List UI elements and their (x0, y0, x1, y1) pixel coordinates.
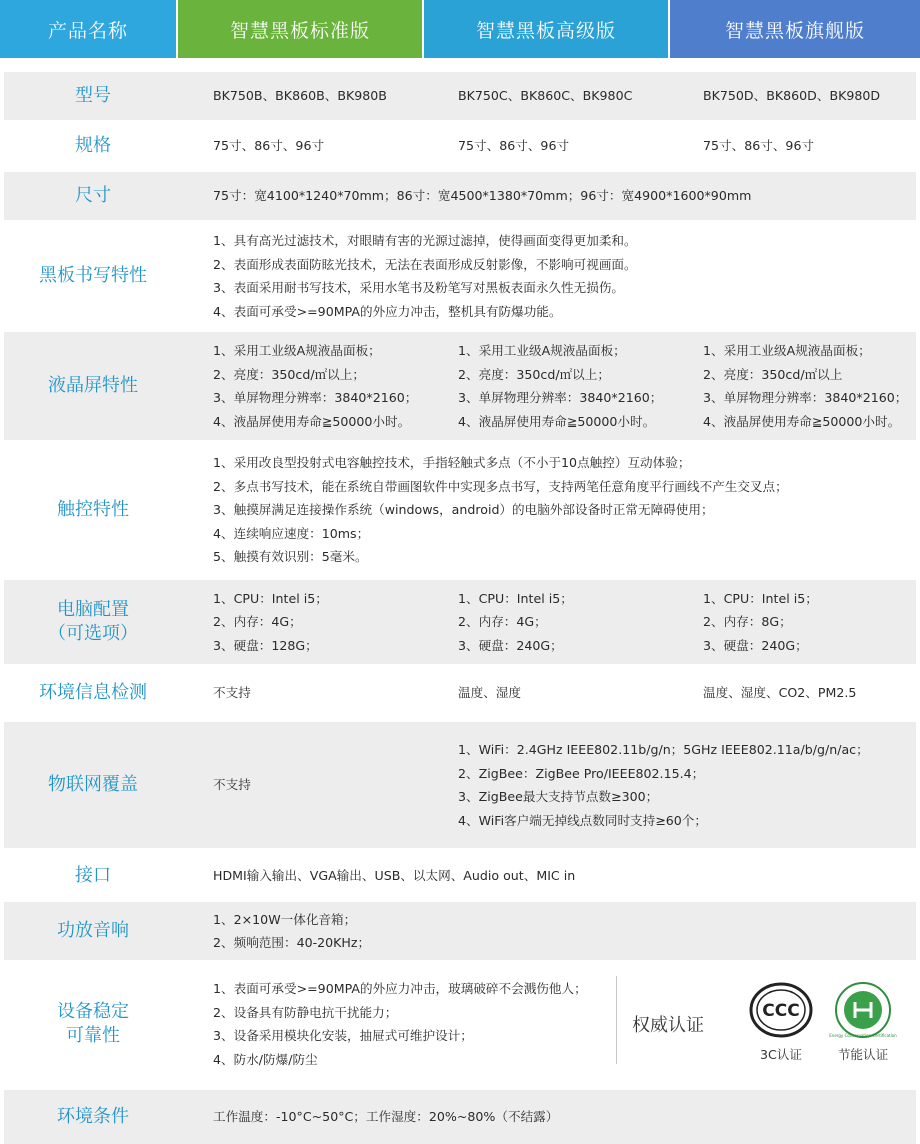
header-flagship: 智慧黑板旗舰版 (670, 0, 920, 58)
row-pc (4, 580, 916, 664)
ccc-logo-icon (748, 980, 814, 1040)
cell-wide (213, 962, 613, 1086)
row-label: 环境信息检测 (39, 682, 147, 703)
list-item: 3、单屏物理分辨率：3840*2160； (703, 390, 908, 405)
list-item: 3、设备采用模块化安装，抽屉式可维护设计； (213, 1028, 473, 1043)
list-item: 1、表面可承受>=90MPA的外应力冲击，玻璃破碎不会溅伤他人； (213, 981, 587, 996)
cell-text: 工作温度：-10°C~50°C；工作湿度：20%~80%（不结露） (213, 1109, 559, 1125)
list-item: 3、硬盘：240G； (703, 637, 808, 653)
list-item: 2、多点书写技术，能在系统自带画图软件中实现多点书写，支持两笔任意角度平行画线不产生交叉点； (213, 478, 788, 494)
list-item: 2、亮度：350cd/㎡以上； (213, 366, 365, 382)
list-item: 1、CPU：Intel i5； (458, 590, 573, 606)
list-item: 1、采用改良型投射式电容触控技术，手指轻触式多点（不小于10点触控）互动体验； (213, 455, 691, 471)
list-item: 1、WiFi：2.4GHz IEEE802.11b/g/n；5GHz IEEE802.11a/b/g/n/ac； (458, 742, 869, 757)
list-item: 2、频响范围：40-20KHz； (213, 935, 371, 950)
cell-flagship (703, 580, 916, 664)
cell-text: BK750B、BK860B、BK980B (213, 88, 387, 104)
list-item: 2、内存：4G； (213, 614, 302, 630)
row-label-line: 电脑配置 (57, 599, 129, 620)
cert-divider (616, 976, 617, 1064)
cell-flagship (703, 72, 916, 120)
list-item: 2、表面形成表面防眩光技术，无法在表面形成反射影像，不影响可视画面。 (213, 256, 637, 272)
table-header (0, 0, 920, 60)
row-label: 尺寸 (75, 185, 111, 206)
ccc-logo-text: CCC (762, 1001, 800, 1021)
row-label: 功放音响 (57, 920, 129, 941)
cell-wide (213, 902, 913, 960)
cell-advanced (458, 666, 703, 720)
cell-standard (213, 666, 453, 720)
list-item: 1、2×10W一体化音箱； (213, 911, 357, 927)
energy-logo-text: Energy Conservation Certification (829, 1033, 897, 1038)
cell-advanced-flagship (458, 722, 914, 848)
row-lcd (4, 332, 916, 440)
row-env-cond (4, 1090, 916, 1144)
row-label (4, 962, 182, 1086)
cell-text: HDMI输入输出、VGA输出、USB、以太网、Audio out、MIC in (213, 868, 576, 884)
cell-text: BK750D、BK860D、BK980D (703, 88, 881, 104)
row-label: 接口 (75, 865, 111, 886)
row-writing (4, 222, 916, 330)
row-touch (4, 442, 916, 578)
list-item: 4、液晶屏使用寿命≧50000小时。 (703, 413, 901, 429)
list-item: 4、连续响应速度：10ms； (213, 525, 370, 541)
header-standard: 智慧黑板标准版 (178, 0, 422, 58)
header-product-name: 产品名称 (0, 0, 176, 58)
row-model (4, 72, 916, 120)
row-label: 黑板书写特性 (39, 265, 147, 286)
row-spec (4, 122, 916, 170)
cert-3c-caption: 3C认证 (760, 1047, 802, 1062)
list-item: 2、内存：8G； (703, 614, 792, 630)
cell-advanced (458, 122, 703, 170)
list-item: 3、表面采用耐书写技术，采用水笔书及粉笔写对黑板表面永久性无损伤。 (213, 280, 625, 295)
row-audio (4, 902, 916, 960)
list-item: 3、单屏物理分辨率：3840*2160； (213, 390, 418, 405)
cell-standard (213, 332, 453, 440)
list-item: 1、采用工业级A规液晶面板； (213, 343, 381, 358)
cell-text: 不支持 (213, 777, 251, 793)
cell-standard (213, 580, 453, 664)
cert-3c (741, 980, 821, 1063)
cell-flagship (703, 122, 916, 170)
row-env-detect (4, 666, 916, 720)
row-ports (4, 852, 916, 900)
row-label-line: 可靠性 (66, 1025, 120, 1046)
list-item: 4、液晶屏使用寿命≧50000小时。 (458, 413, 656, 429)
cell-advanced (458, 332, 703, 440)
cell-text: 75寸、86寸、96寸 (213, 138, 325, 154)
row-label: 物联网覆盖 (48, 774, 138, 795)
list-item: 3、触摸屏满足连接操作系统（windows，android）的电脑外部设备时正常无障碍使用； (213, 502, 714, 518)
list-item: 2、设备具有防静电抗干扰能力； (213, 1004, 398, 1020)
row-reliability (4, 962, 916, 1086)
cert-energy (823, 980, 903, 1063)
row-iot (4, 722, 916, 848)
cell-standard (213, 722, 453, 848)
list-item: 3、硬盘：128G； (213, 637, 318, 653)
list-item: 1、采用工业级A规液晶面板； (458, 343, 626, 358)
cell-wide (213, 172, 913, 220)
row-label: 环境条件 (57, 1106, 129, 1127)
list-item: 3、硬盘：240G； (458, 637, 563, 653)
row-label: 触控特性 (57, 499, 129, 520)
cell-wide (213, 852, 913, 900)
cell-advanced (458, 72, 703, 120)
cell-wide (213, 1090, 913, 1144)
list-item: 4、液晶屏使用寿命≧50000小时。 (213, 413, 411, 429)
row-size (4, 172, 916, 220)
list-item: 1、具有高光过滤技术，对眼睛有害的光源过滤掉，使得画面变得更加柔和。 (213, 233, 637, 248)
cell-standard (213, 72, 453, 120)
cert-title: 权威认证 (632, 1015, 704, 1036)
list-item: 4、WiFi客户端无掉线点数同时支持≥60个； (458, 812, 707, 828)
cell-wide (213, 222, 913, 330)
cell-flagship (703, 332, 916, 440)
cell-flagship (703, 666, 916, 720)
cert-energy-caption: 节能认证 (837, 1047, 889, 1062)
cell-text: 温度、湿度、CO2、PM2.5 (703, 685, 857, 701)
cell-text: 75寸、86寸、96寸 (458, 138, 570, 154)
cell-text: 75寸、86寸、96寸 (703, 138, 815, 154)
list-item: 3、单屏物理分辨率：3840*2160； (458, 390, 663, 405)
cell-text: 温度、湿度 (458, 685, 521, 701)
list-item: 3、ZigBee最大支持节点数≥300； (458, 789, 659, 804)
list-item: 2、亮度：350cd/㎡以上； (458, 366, 610, 382)
cell-advanced (458, 580, 703, 664)
energy-cert-logo-icon (829, 980, 897, 1040)
header-advanced: 智慧黑板高级版 (424, 0, 668, 58)
row-label-line: （可选项） (48, 623, 138, 644)
list-item: 5、触摸有效识别：5毫米。 (213, 549, 368, 565)
list-item: 2、亮度：350cd/㎡以上 (703, 366, 843, 382)
row-label: 液晶屏特性 (48, 375, 138, 396)
list-item: 4、表面可承受>=90MPA的外应力冲击，整机具有防爆功能。 (213, 303, 562, 319)
list-item: 2、ZigBee：ZigBee Pro/IEEE802.15.4； (458, 765, 705, 781)
cell-wide (213, 442, 913, 578)
cell-text: 75寸：宽4100*1240*70mm；86寸：宽4500*1380*70mm；96寸：宽4900*1600*90mm (213, 188, 752, 204)
cell-text: BK750C、BK860C、BK980C (458, 88, 633, 104)
list-item: 1、CPU：Intel i5； (213, 590, 328, 606)
row-label (4, 580, 182, 664)
list-item: 2、内存：4G； (458, 614, 547, 630)
list-item: 1、采用工业级A规液晶面板； (703, 343, 871, 358)
cell-standard (213, 122, 453, 170)
row-label: 规格 (75, 135, 111, 156)
list-item: 1、CPU：Intel i5； (703, 590, 818, 606)
list-item: 4、防水/防爆/防尘 (213, 1051, 318, 1067)
row-label: 型号 (75, 85, 111, 106)
cell-text: 不支持 (213, 685, 251, 701)
row-label-line: 设备稳定 (57, 1001, 129, 1022)
